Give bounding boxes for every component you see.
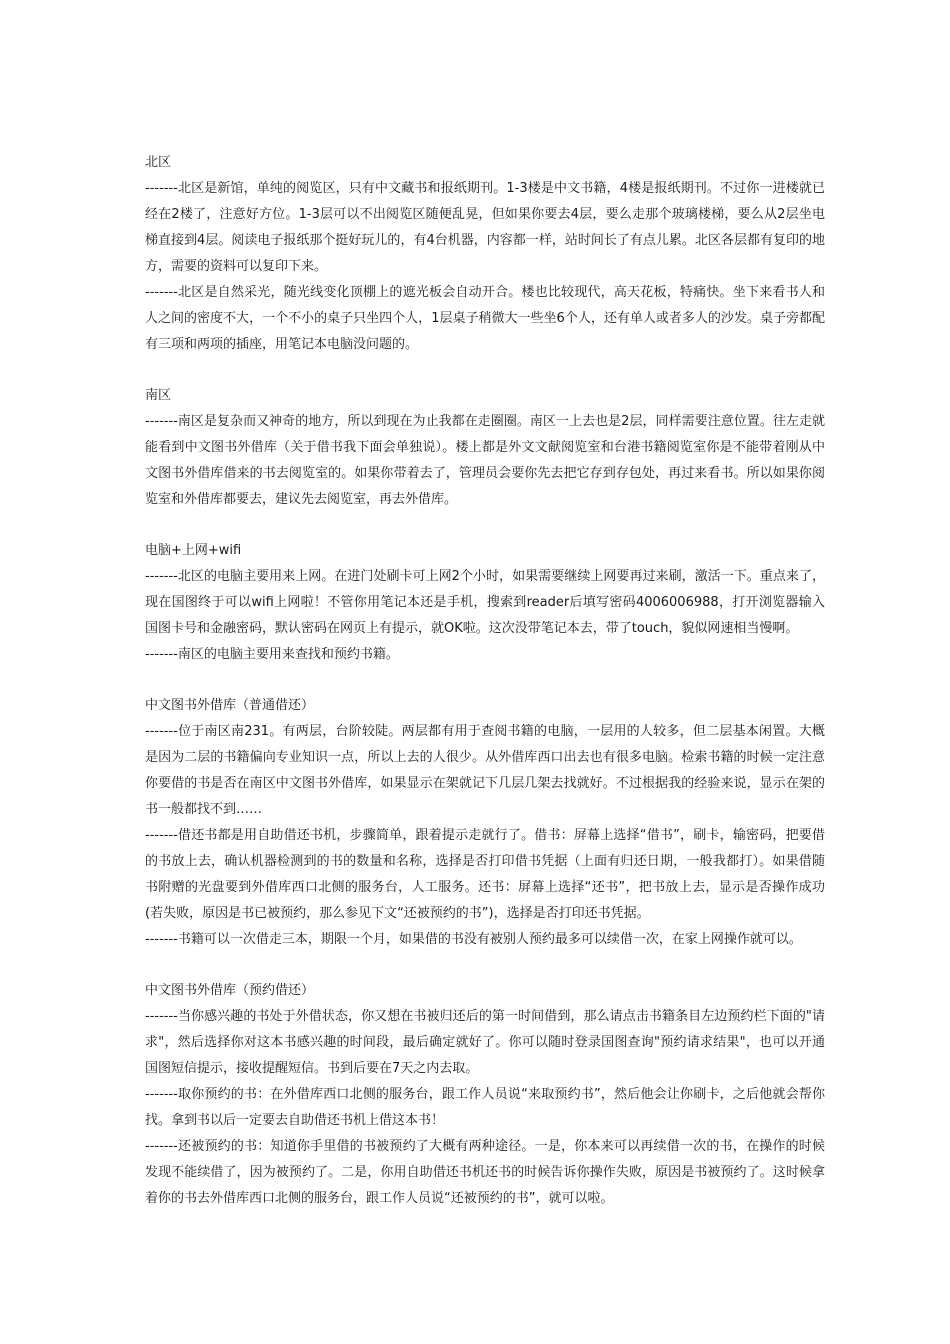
section-heading: 中文图书外借库（预约借还）	[145, 983, 315, 998]
paragraph: -------北区是自然采光，随光线变化顶棚上的遮光板会自动开合。楼也比较现代，高天花板，特痛快。坐下来看书人和人之间的密度不大，一个不小的桌子只坐四个人，1层桌子稍微大一些坐6个人，还有单人或者多人的沙发。桌子旁都配有三项和两项的插座，用笔记本电脑没问题的。	[145, 285, 825, 352]
paragraph: -------北区是新馆，单纯的阅览区，只有中文藏书和报纸期刊。1-3楼是中文书籍，4楼是报纸期刊。不过你一进楼就已经在2楼了，注意好方位。1-3层可以不出阅览区随便乱晃，但如果你要去4层，要么走那个玻璃楼梯，要么从2层坐电梯直接到4层。阅读电子报纸那个挺好玩儿的，有4台机器，内容都一样，站时间长了有点儿累。北区各层都有复印的地方，需要的资料可以复印下来。	[145, 181, 825, 274]
paragraph: -------取你预约的书：在外借库西口北侧的服务台，跟工作人员说“来取预约书”，然后他会让你刷卡，之后他就会帮你找。拿到书以后一定要去自助借还书机上借这本书！	[145, 1087, 825, 1128]
section-lending-normal	[145, 693, 825, 953]
section-heading: 南区	[145, 388, 172, 403]
section-heading: 中文图书外借库（普通借还）	[145, 698, 315, 713]
section-computer-wifi	[145, 538, 825, 668]
paragraph: -------借还书都是用自助借还书机，步骤简单，跟着提示走就行了。借书：屏幕上选择“借书”，刷卡，输密码，把要借的书放上去，确认机器检测到的书的数量和名称，选择是否打印借书凭据（上面有归还日期，一般我都打）。如果借随书附赠的光盘要到外借库西口北侧的服务台，人工服务。还书：屏幕上选择“还书”，把书放上去，显示是否操作成功(若失败，原因是书已被预约，那么参见下文“还被预约的书”)，选择是否打印还书凭据。	[145, 828, 825, 921]
paragraph: -------书籍可以一次借走三本，期限一个月，如果借的书没有被别人预约最多可以续借一次，在家上网操作就可以。	[145, 932, 802, 947]
paragraph: -------北区的电脑主要用来上网。在进门处刷卡可上网2个小时，如果需要继续上网要再过来刷，激活一下。重点来了，现在国图终于可以wifi上网啦！不管你用笔记本还是手机，搜索到reader后填写密码4006006988，打开浏览器输入国图卡号和金融密码，默认密码在网页上有提示，就OK啦。这次没带笔记本去，带了touch，貌似网速相当慢啊。	[145, 569, 825, 636]
section-heading: 北区	[145, 155, 172, 170]
paragraph: -------南区是复杂而又神奇的地方，所以到现在为止我都在走圈圈。南区一上去也是2层，同样需要注意位置。往左走就能看到中文图书外借库（关于借书我下面会单独说）。楼上都是外文文献阅览室和台港书籍阅览室你是不能带着刚从中文图书外借库借来的书去阅览室的。如果你带着去了，管理员会要你先去把它存到存包处，再过来看书。所以如果你阅览室和外借库都要去，建议先去阅览室，再去外借库。	[145, 414, 825, 507]
section-north	[145, 150, 825, 358]
paragraph: -------还被预约的书：知道你手里借的书被预约了大概有两种途径。一是，你本来可以再续借一次的书，在操作的时候发现不能续借了，因为被预约了。二是，你用自助借还书机还书的时候告诉你操作失败，原因是书被预约了。这时候拿着你的书去外借库西口北侧的服务台，跟工作人员说“还被预约的书”，就可以啦。	[145, 1139, 825, 1206]
paragraph: -------位于南区南231。有两层，台阶较陡。两层都有用于查阅书籍的电脑，一层用的人较多，但二层基本闲置。大概是因为二层的书籍偏向专业知识一点，所以上去的人很少。从外借库西口出去也有很多电脑。检索书籍的时候一定注意你要借的书是否在南区中文图书外借库，如果显示在架就记下几层几架去找就好。不过根据我的经验来说，显示在架的书一般都找不到……	[145, 724, 825, 817]
section-south	[145, 383, 825, 513]
section-heading: 电脑+上网+wifi	[145, 543, 242, 558]
paragraph: -------当你感兴趣的书处于外借状态，你又想在书被归还后的第一时间借到，那么请点击书籍条目左边预约栏下面的"请求"，然后选择你对这本书感兴趣的时间段，最后确定就好了。你可以随时登录国图查询"预约请求结果"，也可以开通国图短信提示，接收提醒短信。书到后要在7天之内去取。	[145, 1009, 825, 1076]
document-page	[145, 150, 825, 1237]
paragraph: -------南区的电脑主要用来查找和预约书籍。	[145, 647, 399, 662]
section-lending-reserve	[145, 978, 825, 1212]
